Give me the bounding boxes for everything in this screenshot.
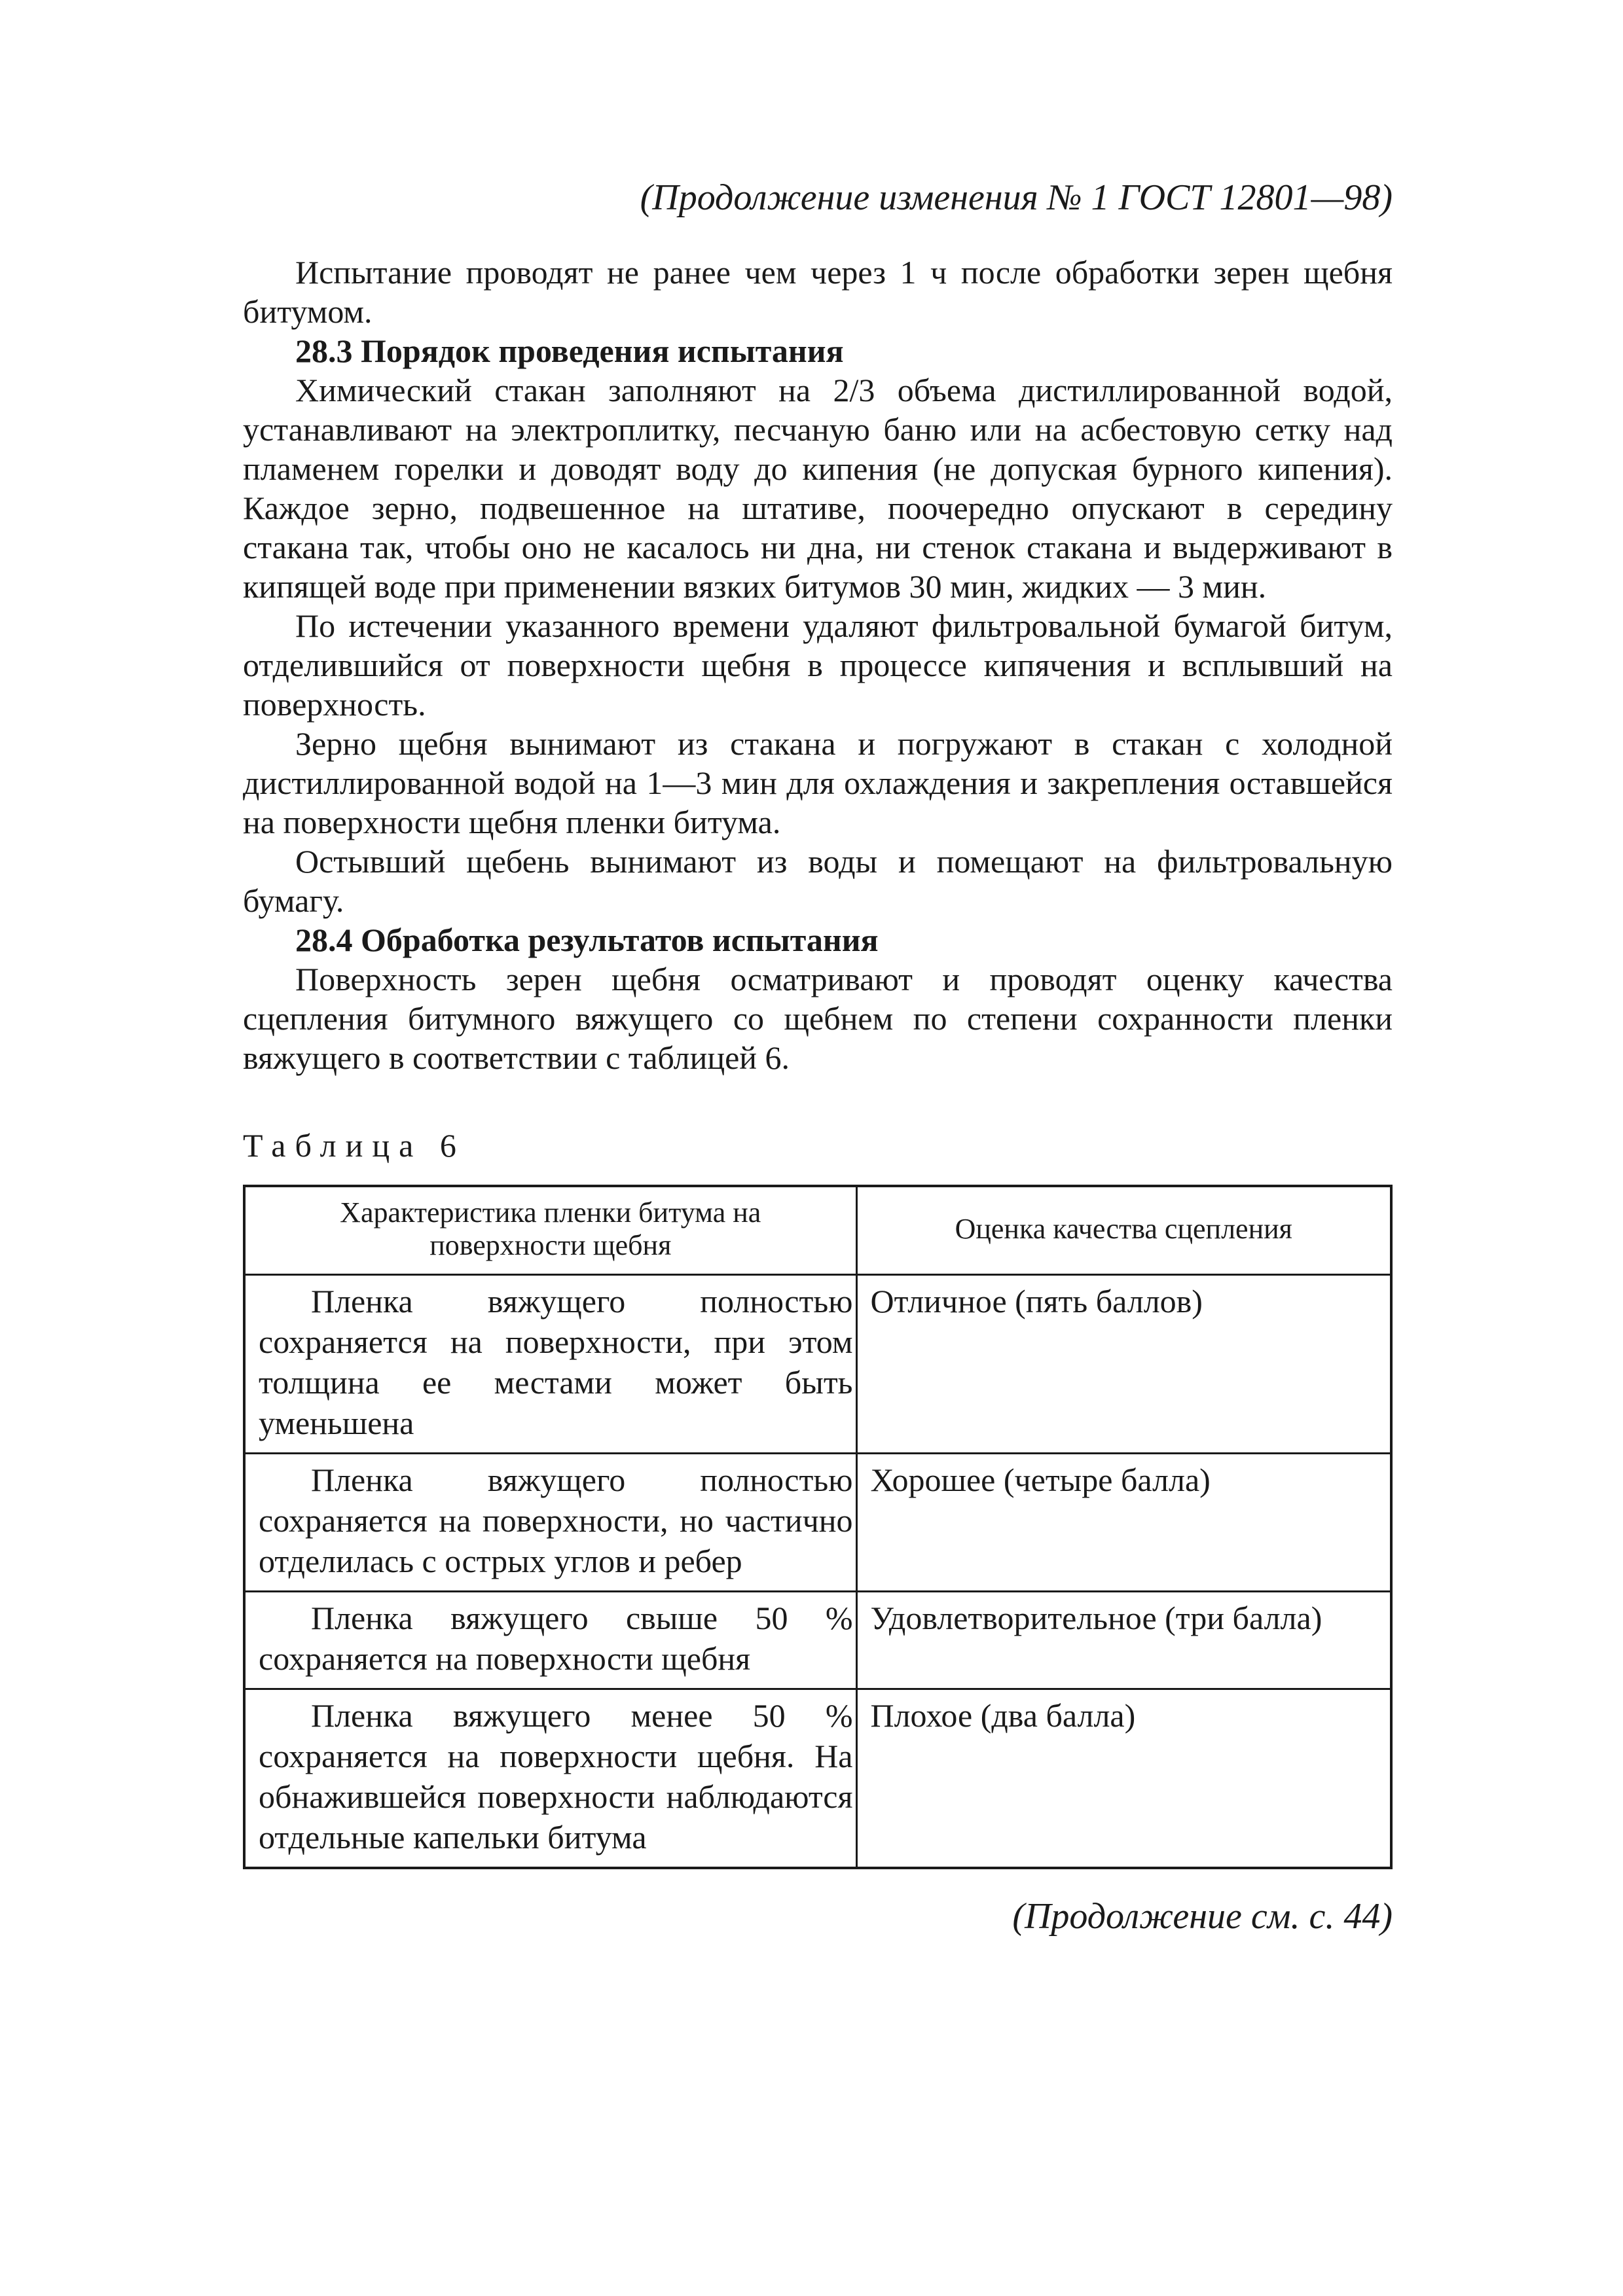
cell-assessment: Отличное (пять баллов) xyxy=(856,1275,1391,1454)
table-row xyxy=(244,1275,1391,1454)
cell-characteristic: Пленка вяжущего свыше 50 % сохраняется на поверхности щебня xyxy=(244,1592,856,1689)
cell-characteristic: Пленка вяжущего полностью сохраняется на поверхности, при этом толщина ее местами может быть уменьшена xyxy=(244,1275,856,1454)
cell-characteristic: Пленка вяжущего менее 50 % сохраняется на поверхности щебня. На обнажившейся поверхности наблюдаются отдельные капельки битума xyxy=(244,1689,856,1869)
section-28-3-heading: 28.3 Порядок проведения испытания xyxy=(295,332,844,369)
table-header-row xyxy=(244,1186,1391,1275)
column-header-characteristic: Характеристика пленки битума на поверхности щебня xyxy=(244,1186,856,1275)
quality-table xyxy=(243,1185,1393,1869)
table-row xyxy=(244,1689,1391,1869)
cell-assessment: Плохое (два балла) xyxy=(856,1689,1391,1869)
table-row xyxy=(244,1592,1391,1689)
cell-characteristic: Пленка вяжущего полностью сохраняется на поверхности, но частично отделилась с острых углов и ребер xyxy=(244,1454,856,1592)
cell-assessment: Хорошее (четыре балла) xyxy=(856,1454,1391,1592)
cell-assessment: Удовлетворительное (три балла) xyxy=(856,1592,1391,1689)
document-page xyxy=(243,177,1393,1937)
table-caption: Таблица 6 xyxy=(243,1127,465,1164)
intro-paragraph: Испытание проводят не ранее чем через 1 ч после обработки зерен щебня битумом. xyxy=(243,254,1393,330)
page-header: (Продолжение изменения № 1 ГОСТ 12801—98) xyxy=(640,177,1393,218)
section-28-3-paragraph: Зерно щебня вынимают из стакана и погружают в стакан с холодной дистиллированной водой на 1—3 мин для охлаждения и закрепления оставшейся на поверхности щебня пленки битума. xyxy=(243,725,1393,840)
section-28-4-paragraph: Поверхность зерен щебня осматривают и проводят оценку качества сцепления битумного вяжущего со щебнем по степени сохранности пленки вяжущего в соответствии с таблицей 6. xyxy=(243,961,1393,1076)
column-header-assessment: Оценка качества сцепления xyxy=(856,1186,1391,1275)
page-footer: (Продолжение см. с. 44) xyxy=(1012,1896,1393,1937)
section-28-3-paragraph: Химический стакан заполняют на 2/3 объема дистиллированной водой, устанавливают на электроплитку, песчаную баню или на асбестовую сетку над пламенем горелки и доводят воду до кипения (не допуская бурного кипения). Каждое зерно, подвешенное на штативе, поочередно опускают в середину стакана так, чтобы оно не касалось ни дна, ни стенок стакана и выдерживают в кипящей воде при применении вязких битумов 30 мин, жидких — 3 мин. xyxy=(243,372,1393,605)
table-row xyxy=(244,1454,1391,1592)
section-28-4-heading: 28.4 Обработка результатов испытания xyxy=(295,922,879,958)
section-28-3-paragraph: По истечении указанного времени удаляют фильтровальной бумагой битум, отделившийся от поверхности щебня в процессе кипячения и всплывший на поверхность. xyxy=(243,607,1393,723)
section-28-3-paragraph: Остывший щебень вынимают из воды и помещают на фильтровальную бумагу. xyxy=(243,843,1393,919)
